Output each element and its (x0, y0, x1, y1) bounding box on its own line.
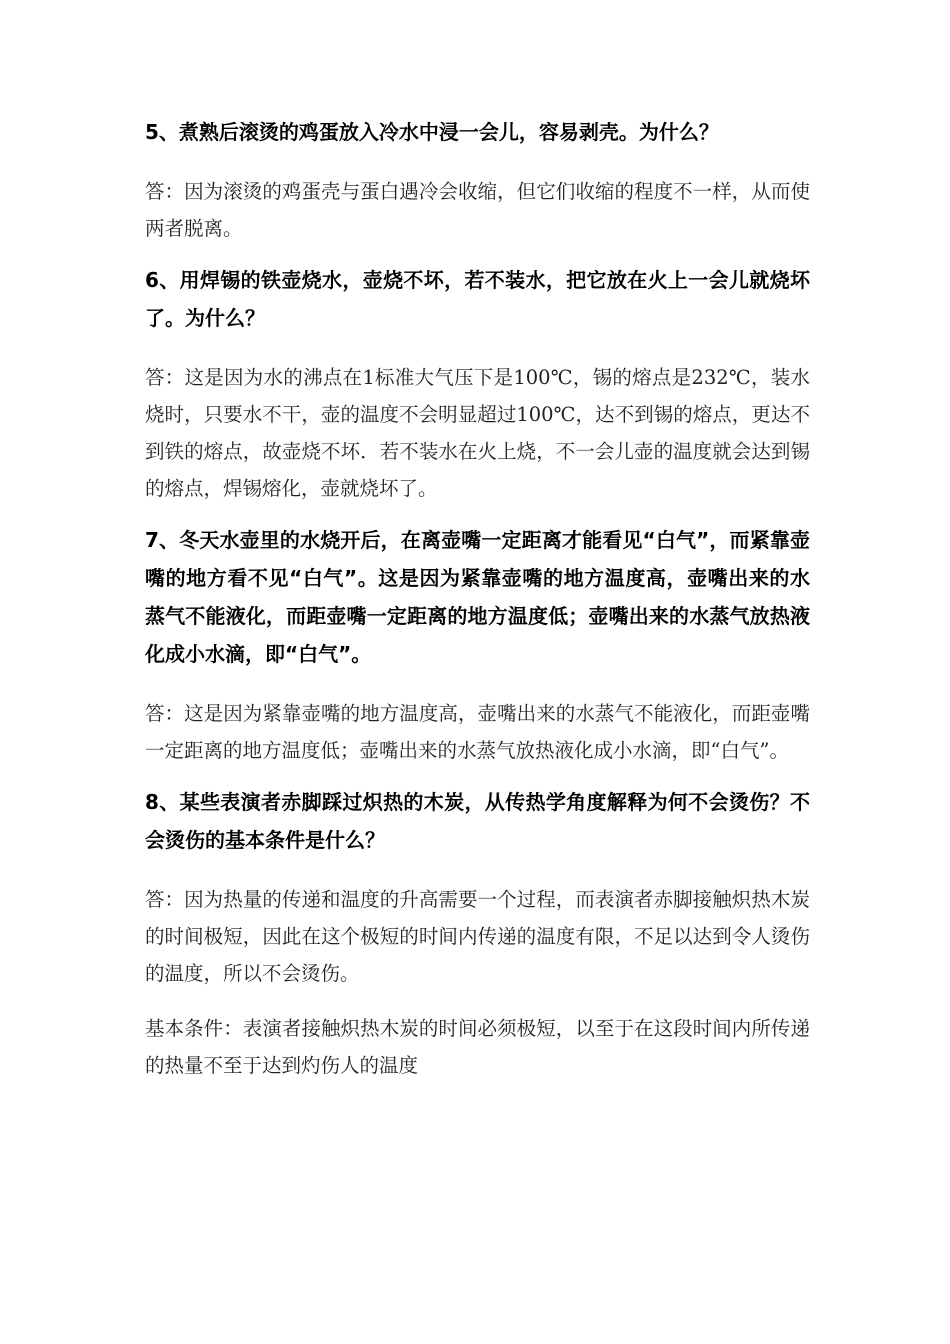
answer-6: 答：这是因为水的沸点在1标准大气压下是100℃，锡的熔点是232℃，装水烧时，只要水不干，壶的温度不会明显超过100℃，达不到锡的熔点，更达不到铁的熔点，故壶烧不坏．若不装水在火上烧，不一会儿壶的温度就会达到锡的熔点，焊锡熔化，壶就烧坏了。 (145, 366, 810, 500)
answer-8-conditions: 基本条件：表演者接触炽热木炭的时间必须极短，以至于在这段时间内所传递的热量不至于达到灼伤人的温度 (145, 1017, 810, 1077)
question-7: 7、冬天水壶里的水烧开后，在离壶嘴一定距离才能看见“白气”，而紧靠壶嘴的地方看不见“白气”。这是因为紧靠壶嘴的地方温度高，壶嘴出来的水蒸气不能液化，而距壶嘴一定距离的地方温度低；壶嘴出来的水蒸气放热液化成小水滴，即“白气”。 (145, 528, 810, 666)
document-page (145, 113, 810, 1084)
question-5: 5、煮熟后滚烫的鸡蛋放入冷水中浸一会儿，容易剥壳。为什么？ (145, 120, 719, 144)
answer-7: 答：这是因为紧靠壶嘴的地方温度高，壶嘴出来的水蒸气不能液化，而距壶嘴一定距离的地方温度低；壶嘴出来的水蒸气放热液化成小水滴，即“白气”。 (145, 702, 810, 762)
question-8: 8、某些表演者赤脚踩过炽热的木炭，从传热学角度解释为何不会烫伤？不会烫伤的基本条件是什么？ (145, 790, 810, 852)
question-6: 6、用焊锡的铁壶烧水，壶烧不坏，若不装水，把它放在火上一会儿就烧坏了。为什么？ (145, 268, 810, 330)
answer-5: 答：因为滚烫的鸡蛋壳与蛋白遇冷会收缩，但它们收缩的程度不一样，从而使两者脱离。 (145, 180, 810, 240)
answer-8: 答：因为热量的传递和温度的升高需要一个过程，而表演者赤脚接触炽热木炭的时间极短，因此在这个极短的时间内传递的温度有限，不足以达到令人烫伤的温度，所以不会烫伤。 (145, 888, 810, 985)
